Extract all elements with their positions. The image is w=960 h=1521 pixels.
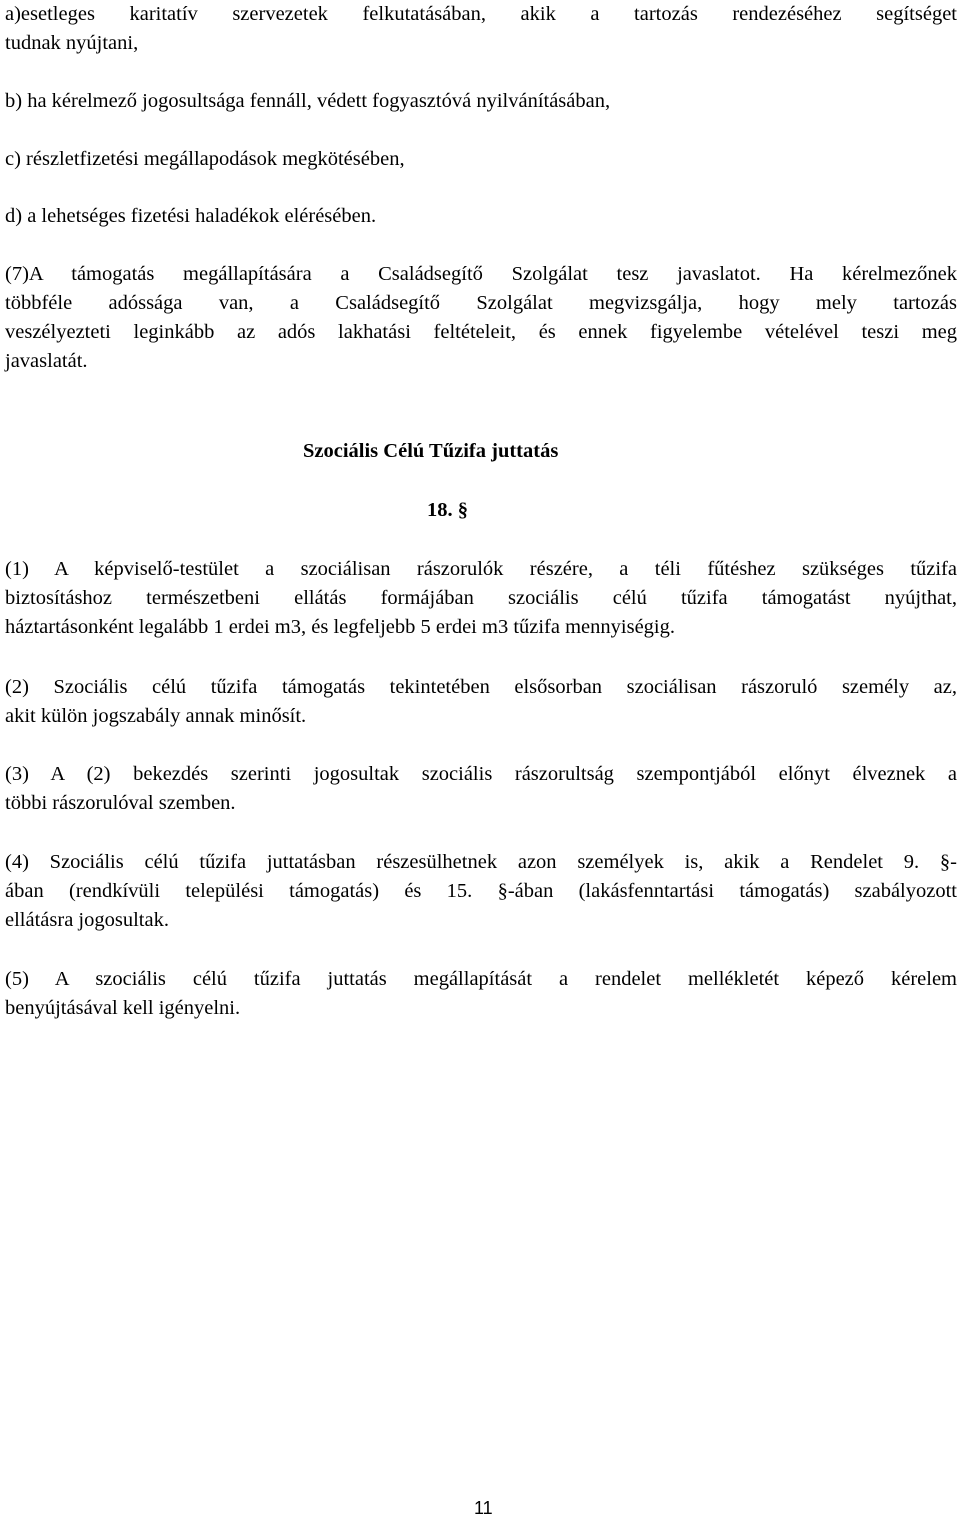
paragraph-d — [5, 202, 376, 231]
section-paragraph-3 — [5, 760, 957, 818]
paragraph-c — [5, 145, 405, 174]
paragraph-line: veszélyezteti leginkább az adós lakhatási feltételeit, és ennek figyelembe vételével teszi meg — [5, 321, 957, 343]
paragraph-line: biztosításhoz természetbeni ellátás formájában szociális célú tűzifa támogatást nyújthat, — [5, 587, 957, 609]
paragraph-line: háztartásonként legalább 1 erdei m3, és legfeljebb 5 erdei m3 tűzifa mennyiségig. — [5, 616, 675, 638]
paragraph-line: (2) Szociális célú tűzifa támogatás tekintetében elsősorban szociálisan rászoruló személy az, — [5, 676, 957, 698]
paragraph-line: (5) A szociális célú tűzifa juttatás megállapítását a rendelet mellékletét képező kérelem — [5, 968, 957, 990]
paragraph-line: akit külön jogszabály annak minősít. — [5, 705, 307, 727]
section-paragraph-2 — [5, 673, 957, 731]
paragraph-line: (3) A (2) bekezdés szerinti jogosultak szociális rászorultság szempontjából előnyt élveznek a — [5, 763, 957, 785]
paragraph-line: (4) Szociális célú tűzifa juttatásban részesülhetnek azon személyek is, akik a Rendelet 9. §- — [5, 851, 957, 873]
paragraph-line: ellátásra jogosultak. — [5, 909, 169, 931]
paragraph-line: c) részletfizetési megállapodások megkötésében, — [5, 148, 405, 170]
paragraph-b — [5, 87, 610, 116]
section-paragraph-1 — [5, 555, 957, 642]
section-heading: Szociális Célú Tűzifa juttatás — [303, 440, 559, 462]
paragraph-a — [5, 0, 957, 58]
paragraph-line: többi rászorulóval szemben. — [5, 792, 236, 814]
paragraph-line: benyújtásával kell igényelni. — [5, 997, 241, 1019]
section-paragraph-5 — [5, 965, 957, 1023]
paragraph-line: javaslatát. — [5, 350, 88, 372]
page-number: 11 — [474, 1498, 493, 1518]
paragraph-line: többféle adóssága van, a Családsegítő Szolgálat megvizsgálja, hogy mely tartozás — [5, 292, 957, 314]
paragraph-line: b) ha kérelmező jogosultsága fennáll, védett fogyasztóvá nyilvánításában, — [5, 90, 611, 112]
paragraph-7 — [5, 260, 957, 376]
paragraph-line: (1) A képviselő-testület a szociálisan rászorulók részére, a téli fűtéshez szükséges tűzifa — [5, 558, 957, 580]
paragraph-line: a)esetleges karitatív szervezetek felkutatásában, akik a tartozás rendezéséhez segítséget — [5, 3, 957, 25]
paragraph-line: (7)A támogatás megállapítására a Családsegítő Szolgálat tesz javaslatot. Ha kérelmezőnek — [5, 263, 957, 285]
section-number: 18. § — [427, 499, 468, 521]
paragraph-line: ában (rendkívüli települési támogatás) és 15. §-ában (lakásfenntartási támogatás) szabályozott — [5, 880, 957, 902]
paragraph-line: tudnak nyújtani, — [5, 32, 139, 54]
paragraph-line: d) a lehetséges fizetési haladékok elérésében. — [5, 205, 377, 227]
section-paragraph-4 — [5, 848, 957, 935]
